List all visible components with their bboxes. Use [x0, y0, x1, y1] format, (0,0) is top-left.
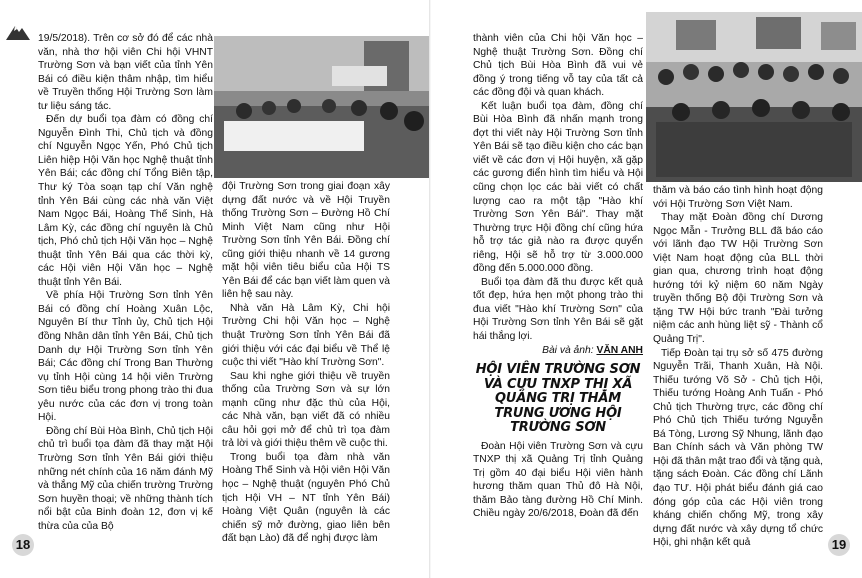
page-number: 19	[828, 534, 850, 556]
paragraph: Sau khi nghe giới thiệu về truyền thống của Trường Sơn và sự lớn mạnh cũng như đặc thù của Hội, các Nhà văn, bạn viết đã có nhiều câu hỏi gợi mở để chủ trì tọa đàm trả lời và giới thiệu thêm về cuộc thi.	[222, 370, 390, 450]
meeting-photo-image	[214, 36, 429, 178]
mountain-logo-icon	[6, 20, 30, 44]
paragraph: Kết luận buổi tọa đàm, đồng chí Bùi Hòa Bình đã nhấn mạnh trong đợt thi viết này Hội Trường Sơn tỉnh Yên Bái sẽ tạo điều kiện cho các bạn viết về các đơn vị Hội huyện, xã gặp các gương điển hình tìm hiểu và Hội cũng chọn lọc các bài viết có chất lượng cao ra một tập "Hào khí Trường Sơn Yên Bái". Thay mặt Thường trực Hội đồng chí cũng hứa hỗ trợ tác giả nào ra được quyển riêng, Hội sẽ hỗ trợ từ 3.000.000 đồng đến 5.000.000 đồng.	[473, 100, 643, 275]
paragraph: Đến dự buổi tọa đàm có đồng chí Nguyễn Đình Thi, Chủ tịch và đồng chí Nguyễn Ngọc Yến, Phó Chủ tịch Liên hiệp Hội Văn học Nghệ thuật tỉnh Yên Bái; các đồng chí Tổng Biên tập, Thư ký Tòa soạn tạp chí Văn nghệ tỉnh Yên Bái cùng các nhà văn Việt Nam Ngọc Bái, Hoàng Thế Sinh, Hà Lâm Kỳ, các đồng chí nguyên là Chủ tịch, Phó chủ tịch Hội Văn học – Nghệ thuật tỉnh Yên Bái qua các thời kỳ, các Hội viên Hội Văn học – Nghệ thuật tỉnh Yên Bái.	[38, 114, 213, 288]
right-page	[431, 0, 862, 578]
group-photo-image	[646, 12, 862, 182]
paragraph: Về phía Hội Trường Sơn tỉnh Yên Bái có đồng chí Hoàng Xuân Lộc, Nguyên Bí thư Tỉnh ủy, Chủ tịch Hội đồng Nhân dân tỉnh Yên Bái, Chủ tịch Danh dự Hội Trường Sơn tỉnh Yên Bái; Các đồng chí Trong Ban Thường vụ tỉnh Hội cùng 14 hội viên Trường Sơn tiêu biểu trong phong trào thi đua yêu nước của các đơn vị trong toàn Hội.	[38, 290, 213, 424]
paragraph: Thay mặt Đoàn đồng chí Dương Ngọc Mẫn - Trưởng BLL đã báo cáo với lãnh đạo TW Hội Trường Sơn Việt Nam hoạt động của BLL thời gian qua, chương trình hoạt động hướng tới kỷ niệm 60 năm Ngày truyền thống Bộ đội Trường Sơn và tặng TW Hội bức tranh "Đài tưởng niệm các anh hùng liệt sỹ - Thành cổ Quảng Trị".	[653, 212, 823, 346]
page-number: 18	[12, 534, 34, 556]
paragraph: 19/5/2018). Trên cơ sở đó để các nhà văn, nhà thơ hội viên Chi hội VHNT Trường Sơn và bạn viết của tỉnh Yên Bái có điều kiện thâm nhập, tìm hiểu về Truyền thống Hội Trường Sơn làm tư liệu sáng tác.	[38, 33, 213, 112]
paragraph: Tiếp Đoàn tại trụ sở số 475 đường Nguyễn Trãi, Thanh Xuân, Hà Nội. Thiếu tướng Võ Sở - Chủ tịch Hội, Thiếu tướng Hoàng Anh Tuấn - Phó Chủ tịch Thường trực, các đồng chí Phó Chủ tịch Thiếu tướng Nguyễn Bá Tòng, Lương Sỹ Nhung, lãnh đạo Ban Chính sách và Văn phòng TW Hội đã thân mật trao đổi và tặng quà, tặng sách Đoàn. Các đồng chí Lãnh đạo TƯ. Hội phát biểu đánh giá cao đóng góp của các Hội viên trong kháng chiến chống Mỹ, trong xây dựng đất nước và xây dựng tổ chức Hội, ghi nhận kết quả	[653, 347, 823, 549]
right-column-1	[473, 32, 643, 521]
right-column-2	[653, 184, 823, 550]
paragraph: Trong buổi tọa đàm nhà văn Hoàng Thế Sinh và Hội viên Hội Văn học – Nghệ thuật (nguyên Phó Chủ tịch Hội VH – NT tỉnh Yên Bái) Hoàng Việt Quân (nguyên là các chiến sỹ mở đường, giao liên bên đất bạn Lào) đã để nghị được làm	[222, 451, 390, 545]
left-column-1	[38, 32, 213, 533]
article-photo-group	[646, 12, 862, 182]
byline-prefix: Bài và ảnh:	[542, 344, 597, 356]
paragraph: Đoàn Hội viên Trường Sơn và cựu TNXP thị xã Quảng Trị tỉnh Quảng Trị gồm 40 đại biểu Hội viên hành hương thăm quan Thủ đô Hà Nội, thăm Bảo tàng đường Hồ Chí Minh. Chiều ngày 20/6/2018, Đoàn đã đến	[473, 440, 643, 520]
paragraph: Nhà văn Hà Lâm Kỳ, Chi hội Trường Chi hội Văn học – Nghệ thuật Trường Sơn tỉnh Yên Bái đã giới thiệu với các đại biểu về Thể lệ cuộc thi viết "Hào khí Trường Sơn".	[222, 302, 390, 369]
paragraph: Đồng chí Bùi Hòa Bình, Chủ tịch Hội chủ trì buổi tọa đàm đã thay mặt Hội Trường Sơn tỉnh Yên Bái giới thiệu những nét chính của 16 năm đánh Mỹ và thắng Mỹ của chiến trường Trường Sơn huyền thoại; về những thành tích nổi bật của Binh đoàn 12, đơn vị kế thừa của của Bộ	[38, 425, 213, 532]
paragraph: đội Trường Sơn trong giai đoạn xây dựng đất nước và về Hội Truyền thống Trường Sơn – Đường Hồ Chí Minh Việt Nam cũng như Hội Trường Sơn tỉnh Yên Bái. Đồng chí cũng giới thiệu nhanh về 14 gương mặt hội viên tiêu biểu của Hội TS Yên Bái để các bạn viết làm quen và liên hệ sau này.	[222, 181, 390, 301]
article-headline: HỘI VIÊN TRƯỜNG SƠN VÀ CỰU TNXP THỊ XÃ QUẢNG TRỊ THĂM TRUNG ƯƠNG HỘI TRƯỜNG SƠN	[475, 362, 641, 436]
paragraph: thành viên của Chi hội Văn học – Nghệ thuật Trường Sơn. Đồng chí Chủ tịch Bùi Hòa Bình đã vui vẻ đồng ý trong tiếng vỗ tay của tất cả các đồng đội và quan khách.	[473, 33, 643, 99]
byline-author: VĂN ANH	[596, 344, 643, 356]
left-column-2	[222, 180, 390, 546]
byline	[473, 344, 643, 358]
paragraph: thăm và báo cáo tình hình hoạt động với Hội Trường Sơn Việt Nam.	[653, 185, 823, 210]
paragraph: Buổi tọa đàm đã thu được kết quả tốt đẹp, hứa hẹn một phong trào thi đua viết "Hào khí Trường Sơn" của Hội Trường Sơn tỉnh Yên Bái sẽ gặt hái thắng lợi.	[473, 276, 643, 343]
article-photo-meeting	[214, 36, 429, 178]
